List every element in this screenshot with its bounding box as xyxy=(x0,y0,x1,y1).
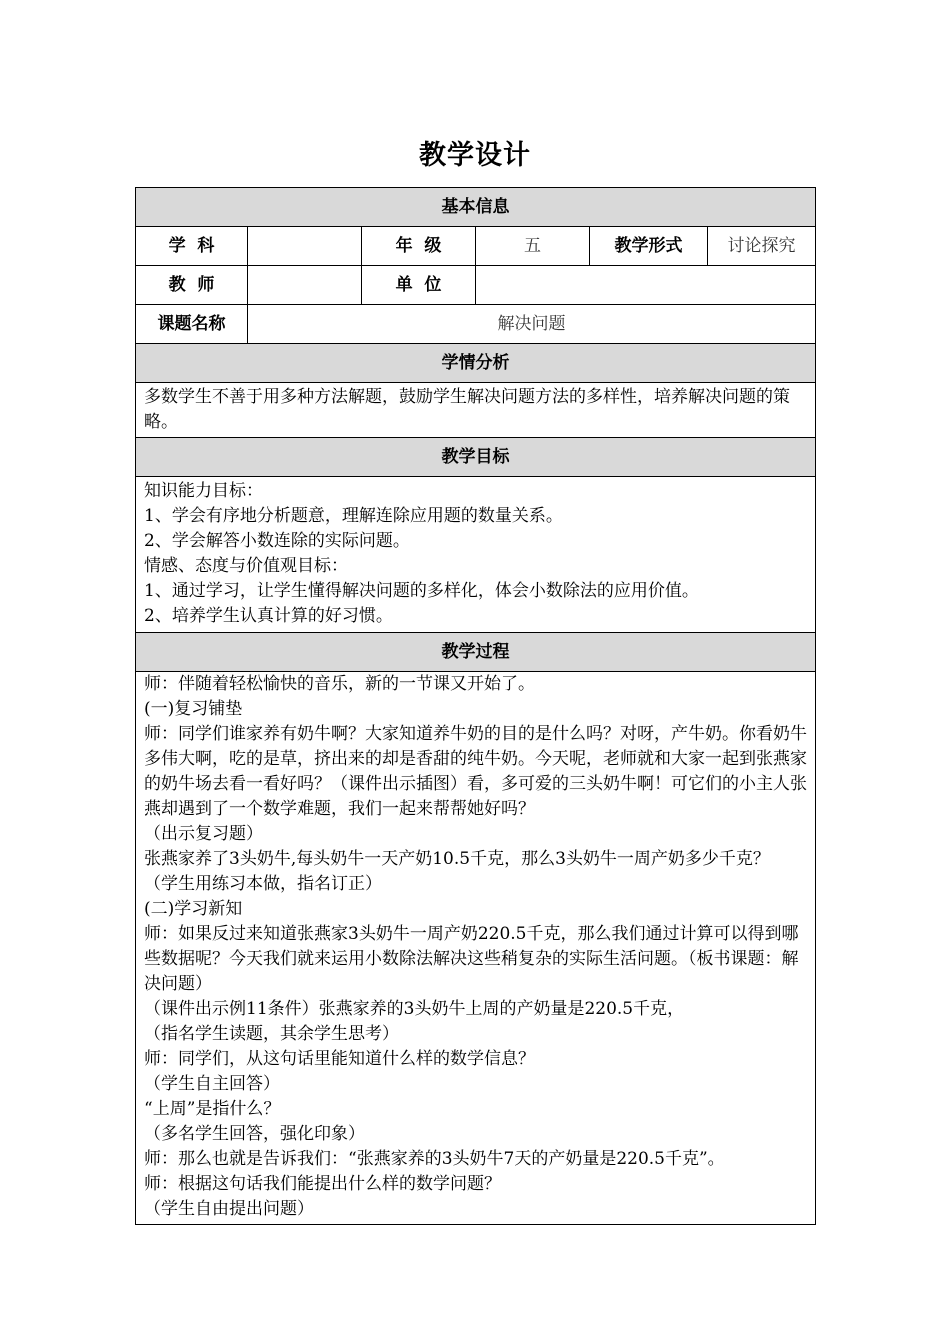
analysis-text: 多数学生不善于用多种方法解题，鼓励学生解决问题方法的多样性，培养解决问题的策略。 xyxy=(136,383,816,438)
objective-line: 2、学会解答小数连除的实际问题。 xyxy=(144,531,410,551)
process-line: (一)复习铺垫 xyxy=(144,699,243,719)
process-line: (二)学习新知 xyxy=(144,899,243,919)
process-line: （学生自由提出问题） xyxy=(144,1199,314,1219)
teacher-value xyxy=(248,266,362,305)
process-line: 师：那么也就是告诉我们：“张燕家养的3头奶牛7天的产奶量是220.5千克”。 xyxy=(144,1149,725,1169)
teacher-label: 教 师 xyxy=(136,266,248,305)
topic-label: 课题名称 xyxy=(136,305,248,344)
objective-line: 知识能力目标： xyxy=(144,481,263,501)
process-content xyxy=(136,672,816,1225)
document-title: 教学设计 xyxy=(419,140,531,171)
process-line: （课件出示例11条件）张燕家养的3头奶牛上周的产奶量是220.5千克， xyxy=(144,999,685,1019)
unit-value xyxy=(476,266,816,305)
process-line: （多名学生回答，强化印象） xyxy=(144,1124,365,1144)
process-line: 师：伴随着轻松愉快的音乐，新的一节课又开始了。 xyxy=(144,674,535,694)
teaching-form-label: 教学形式 xyxy=(590,227,708,266)
process-line: 师：同学们，从这句话里能知道什么样的数学信息？ xyxy=(144,1049,535,1069)
process-line: 师：根据这句话我们能提出什么样的数学问题？ xyxy=(144,1174,501,1194)
process-line: 张燕家养了3头奶牛,每头奶牛一天产奶10.5千克，那么3头奶牛一周产奶多少千克？ （学生用练习本做，指名订正） xyxy=(144,849,770,894)
process-line: （指名学生读题，其余学生思考） xyxy=(144,1024,399,1044)
objective-line: 2、培养学生认真计算的好习惯。 xyxy=(144,606,393,626)
process-line: （学生自主回答） xyxy=(144,1074,280,1094)
subject-value xyxy=(248,227,362,266)
process-line: （出示复习题） xyxy=(144,824,263,844)
lesson-plan-table xyxy=(135,187,816,1225)
process-line: 师：如果反过来知道张燕家3头奶牛一周产奶220.5千克，那么我们通过计算可以得到哪些数据呢？今天我们就来运用小数除法解决这些稍复杂的实际生活问题。（板书课题：解决问题） xyxy=(144,924,799,994)
process-line: “上周”是指什么？ xyxy=(144,1099,281,1119)
topic-value: 解决问题 xyxy=(248,305,816,344)
process-line: 师：同学们谁家养有奶牛啊？大家知道养牛奶的目的是什么吗？对呀，产牛奶。你看奶牛多伟大啊，吃的是草，挤出来的却是香甜的纯牛奶。今天呢，老师就和大家一起到张燕家的奶牛场去看一看好吗？（课件出示插图）看，多可爱的三头奶牛啊！可它们的小主人张燕却遇到了一个数学难题，我们一起来帮帮她好吗？ xyxy=(144,724,807,819)
subject-label: 学 科 xyxy=(136,227,248,266)
process-header: 教学过程 xyxy=(136,633,816,672)
unit-label: 单 位 xyxy=(362,266,476,305)
grade-label: 年 级 xyxy=(362,227,476,266)
objectives-content xyxy=(136,477,816,633)
basic-info-header: 基本信息 xyxy=(136,188,816,227)
objectives-header: 教学目标 xyxy=(136,438,816,477)
teaching-form-value: 讨论探究 xyxy=(708,227,816,266)
objective-line: 1、学会有序地分析题意，理解连除应用题的数量关系。 xyxy=(144,506,563,526)
objective-line: 1、通过学习，让学生懂得解决问题的多样化，体会小数除法的应用价值。 xyxy=(144,581,699,601)
objective-line: 情感、态度与价值观目标： xyxy=(144,556,348,576)
analysis-header: 学情分析 xyxy=(136,344,816,383)
grade-value: 五 xyxy=(476,227,590,266)
